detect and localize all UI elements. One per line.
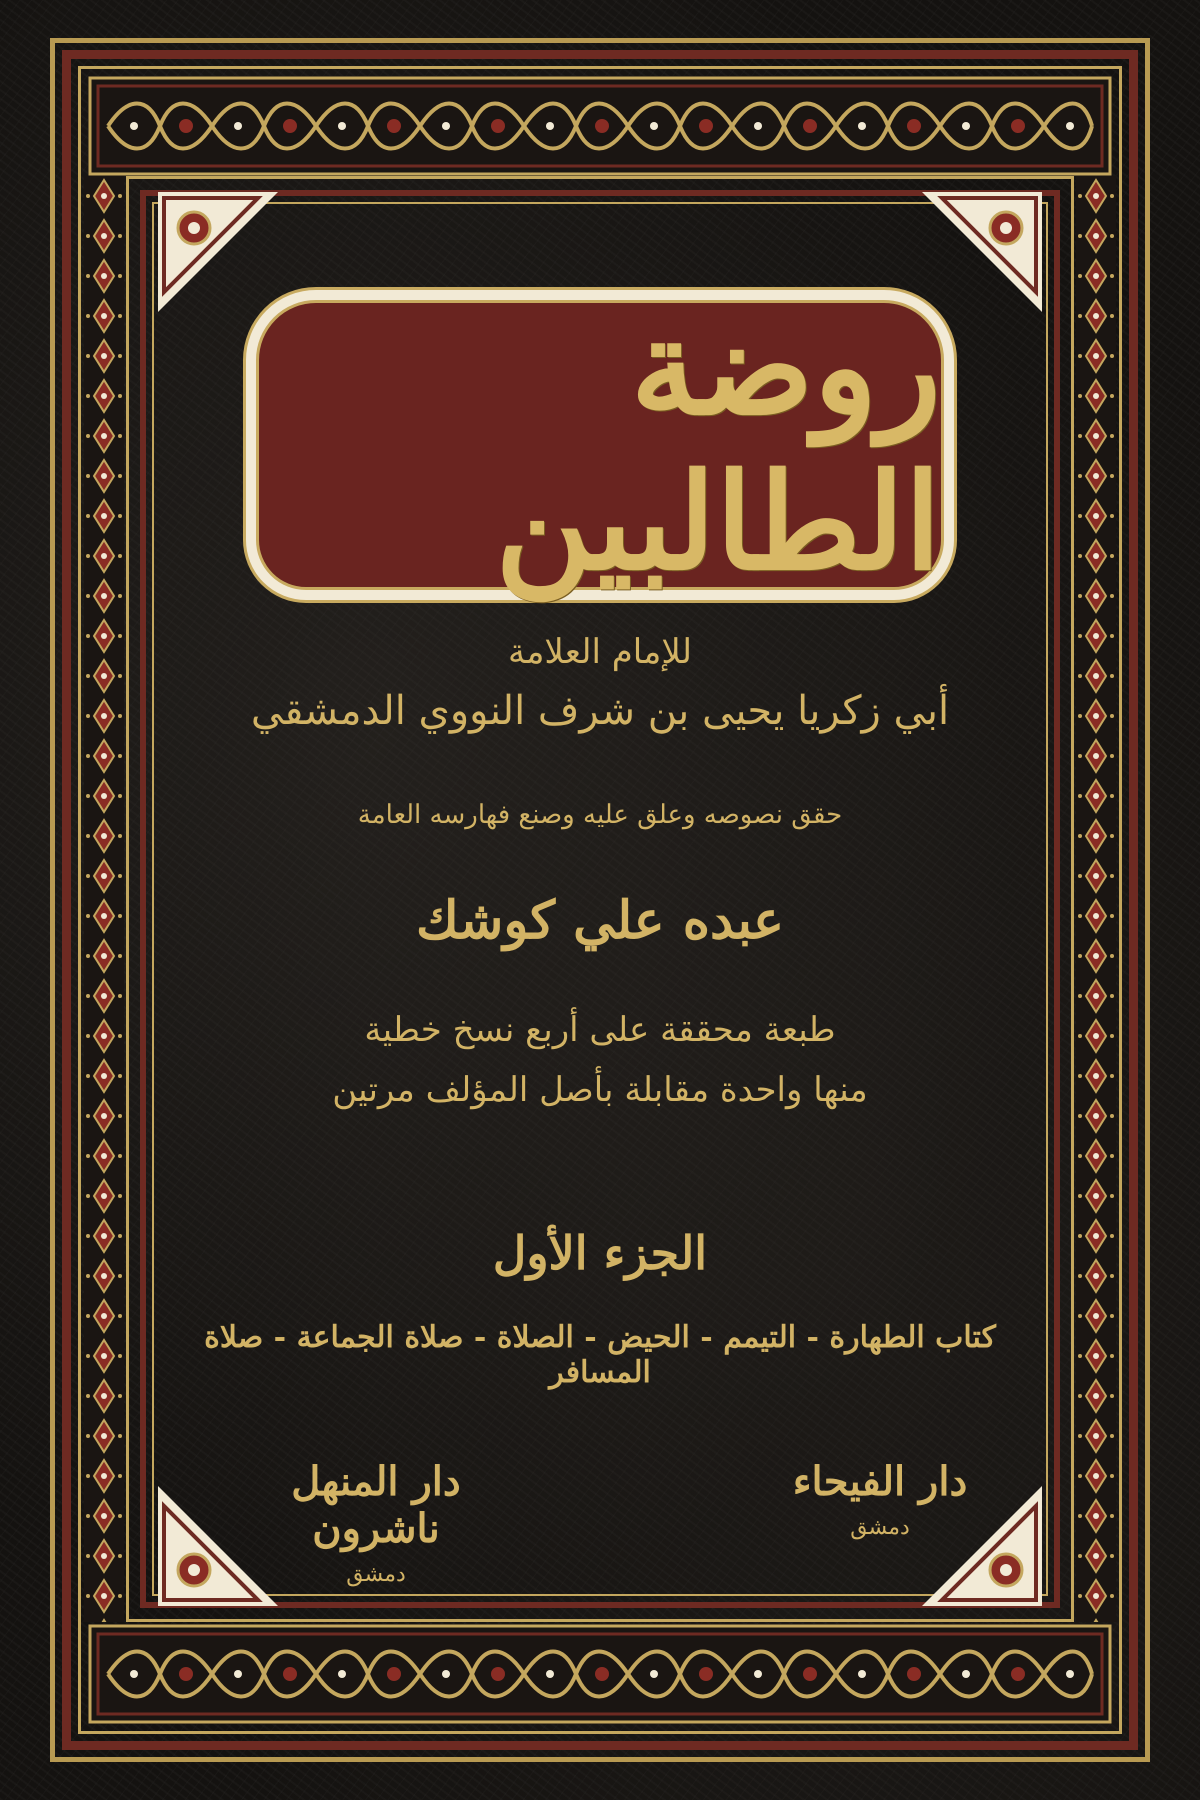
publisher-right bbox=[760, 1458, 1000, 1540]
publisher-right-name: دار الفيحاء bbox=[792, 1458, 968, 1505]
left-ornamental-strip bbox=[84, 176, 124, 1622]
publisher-right-city: دمشق bbox=[850, 1515, 910, 1540]
publisher-left-city: دمشق bbox=[346, 1562, 406, 1587]
edition-line-1: طبعة محققة على أربع نسخ خطية bbox=[364, 1010, 836, 1050]
top-ornamental-band bbox=[88, 76, 1112, 176]
volume-label: الجزء الأول bbox=[492, 1226, 708, 1280]
publisher-left-name: دار المنهل ناشرون bbox=[291, 1458, 461, 1552]
title-cartouche bbox=[256, 290, 944, 600]
publisher-left bbox=[226, 1458, 526, 1587]
bottom-ornamental-band bbox=[88, 1624, 1112, 1724]
tahqiq-line: حقق نصوصه وعلق عليه وصنع فهارسه العامة bbox=[357, 800, 843, 830]
editor-name: عبده علي كوشك bbox=[415, 890, 785, 951]
volume-contents: كتاب الطهارة - التيمم - الحيض - الصلاة - صلاة الجماعة - صلاة المسافر bbox=[204, 1320, 996, 1390]
author-name: أبي زكريا يحيى بن شرف النووي الدمشقي bbox=[250, 688, 950, 734]
imam-line: للإمام العلامة bbox=[507, 632, 692, 672]
edition-line-2: منها واحدة مقابلة بأصل المؤلف مرتين bbox=[332, 1070, 868, 1110]
right-ornamental-strip bbox=[1076, 176, 1116, 1622]
book-title: روضة الطالبين bbox=[495, 290, 941, 600]
